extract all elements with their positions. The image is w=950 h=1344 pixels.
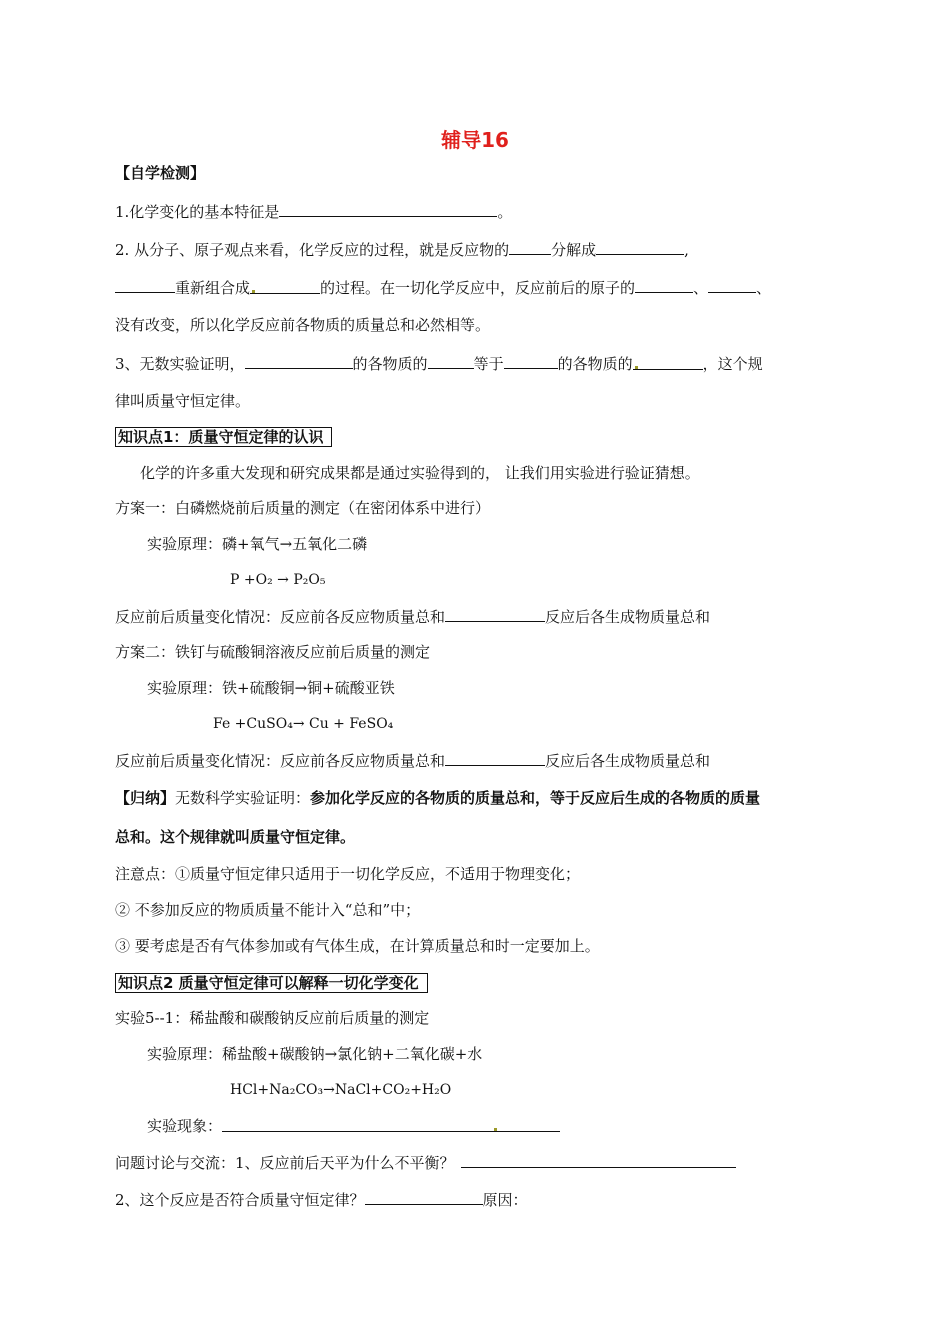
q3-text-b: 的各物质的: [352, 355, 428, 373]
q3-blank-4[interactable]: [633, 353, 703, 370]
q2-blank-1[interactable]: [509, 238, 551, 255]
plan2-change: [115, 749, 710, 772]
kp2-experiment: 实验5--1：稀盐酸和碳酸钠反应前后质量的测定: [115, 1009, 430, 1027]
summary-line1: [115, 787, 760, 809]
phenomenon-blank[interactable]: [222, 1115, 560, 1132]
discuss2-blank[interactable]: [365, 1188, 483, 1205]
q2-text-e: 的过程。在一切化学反应中，反应前后的原子的: [320, 279, 636, 297]
plan2-change-a: 反应前后质量变化情况：反应前各反应物质量总和: [115, 752, 446, 770]
discuss1-blank[interactable]: [461, 1151, 736, 1168]
kp2-principle: 实验原理：稀盐酸+碳酸钠→氯化钠+二氧化碳+水: [147, 1045, 483, 1063]
phenomenon-label: 实验现象：: [147, 1117, 223, 1135]
q2-text-b: 分解成: [551, 241, 597, 259]
plan1-formula: P +O₂ → P₂O₅: [230, 572, 326, 588]
q1-text: 1.化学变化的基本特征是: [115, 203, 280, 221]
summary-line2: 总和。这个规律就叫质量守恒定律。: [115, 828, 356, 846]
section-header-self-check: 【自学检测】: [115, 164, 206, 182]
question-2-line1: [115, 238, 689, 261]
mark-dot: [494, 1128, 497, 1131]
plan2-principle: 实验原理：铁+硫酸铜→铜+硫酸亚铁: [147, 679, 395, 697]
kp2-header: 知识点2 质量守恒定律可以解释一切化学变化: [115, 973, 428, 993]
q2-blank-4[interactable]: [250, 277, 320, 294]
mark-dot: [635, 366, 638, 369]
question-2-line3: 没有改变，所以化学反应前各物质的质量总和必然相等。: [115, 316, 491, 334]
q3-blank-2[interactable]: [428, 352, 474, 369]
q3-text-a: 3、无数实验证明，: [115, 355, 245, 373]
q2-text-c: ,: [684, 241, 689, 259]
note-3: ③ 要考虑是否有气体参加或有气体生成，在计算质量总和时一定要加上。: [115, 937, 600, 955]
q3-blank-1[interactable]: [245, 352, 353, 369]
summary-text-b: 参加化学反应的各物质的质量总和，等于反应后生成的各物质的质量: [310, 789, 761, 807]
kp1-header-wrap: [115, 426, 332, 448]
plan2-title: 方案二：铁钉与硫酸铜溶液反应前后质量的测定: [115, 643, 431, 661]
kp2-phenomenon: [147, 1115, 560, 1137]
mark-dot: [252, 290, 255, 293]
kp2-discuss-2: [115, 1188, 528, 1211]
note-2: ② 不参加反应的物质质量不能计入“总和”中；: [115, 901, 421, 919]
kp1-header: 知识点1：质量守恒定律的认识: [115, 427, 332, 447]
discuss2-text-b: 原因：: [482, 1191, 528, 1209]
plan2-change-blank[interactable]: [445, 749, 545, 766]
question-2-line2: [115, 276, 771, 299]
q2-blank-2[interactable]: [596, 238, 684, 255]
question-3-line1: [115, 352, 763, 375]
kp1-intro: 化学的许多重大发现和研究成果都是通过实验得到的， 让我们用实验进行验证猜想。: [140, 464, 700, 482]
q1-end: 。: [497, 203, 513, 221]
discuss1-text: 问题讨论与交流：1、反应前后天平为什么不平衡？: [115, 1154, 455, 1172]
summary-label: 【归纳】: [115, 789, 176, 807]
kp2-formula: HCl+Na₂CO₃→NaCl+CO₂+H₂O: [230, 1082, 452, 1098]
kp2-discuss-1: [115, 1151, 736, 1174]
q2-text-d: 重新组合成: [175, 279, 251, 297]
plan2-change-b: 反应后各生成物质量总和: [545, 752, 711, 770]
q3-text-e: ，这个规: [702, 355, 763, 373]
q3-text-d: 的各物质的: [557, 355, 633, 373]
page-title: 辅导16: [441, 128, 509, 152]
plan1-change-blank[interactable]: [445, 605, 545, 622]
plan1-change-a: 反应前后质量变化情况：反应前各反应物质量总和: [115, 608, 446, 626]
plan1-change: [115, 605, 710, 628]
q2-text-g: 、: [756, 279, 772, 297]
plan2-formula: Fe +CuSO₄→ Cu + FeSO₄: [213, 716, 394, 732]
q3-blank-3[interactable]: [504, 352, 558, 369]
q1-blank[interactable]: [279, 200, 497, 217]
q2-blank-5[interactable]: [635, 276, 693, 293]
q2-blank-6[interactable]: [708, 276, 756, 293]
q2-text-f: 、: [693, 279, 709, 297]
q2-blank-3[interactable]: [115, 276, 175, 293]
q2-text-a: 2. 从分子、原子观点来看，化学反应的过程，就是反应物的: [115, 241, 510, 259]
question-3-line2: 律叫质量守恒定律。: [115, 392, 251, 410]
q3-text-c: 等于: [473, 355, 504, 373]
plan1-change-b: 反应后各生成物质量总和: [545, 608, 711, 626]
summary-text-a: 无数科学实验证明：: [175, 789, 311, 807]
discuss2-text-a: 2、这个反应是否符合质量守恒定律？: [115, 1191, 365, 1209]
kp2-header-wrap: [115, 972, 428, 994]
question-1: [115, 200, 512, 223]
plan1-principle: 实验原理：磷+氧气→五氧化二磷: [147, 535, 368, 553]
note-1: 注意点：①质量守恒定律只适用于一切化学反应，不适用于物理变化；: [115, 865, 581, 883]
plan1-title: 方案一：白磷燃烧前后质量的测定（在密闭体系中进行）: [115, 499, 491, 517]
